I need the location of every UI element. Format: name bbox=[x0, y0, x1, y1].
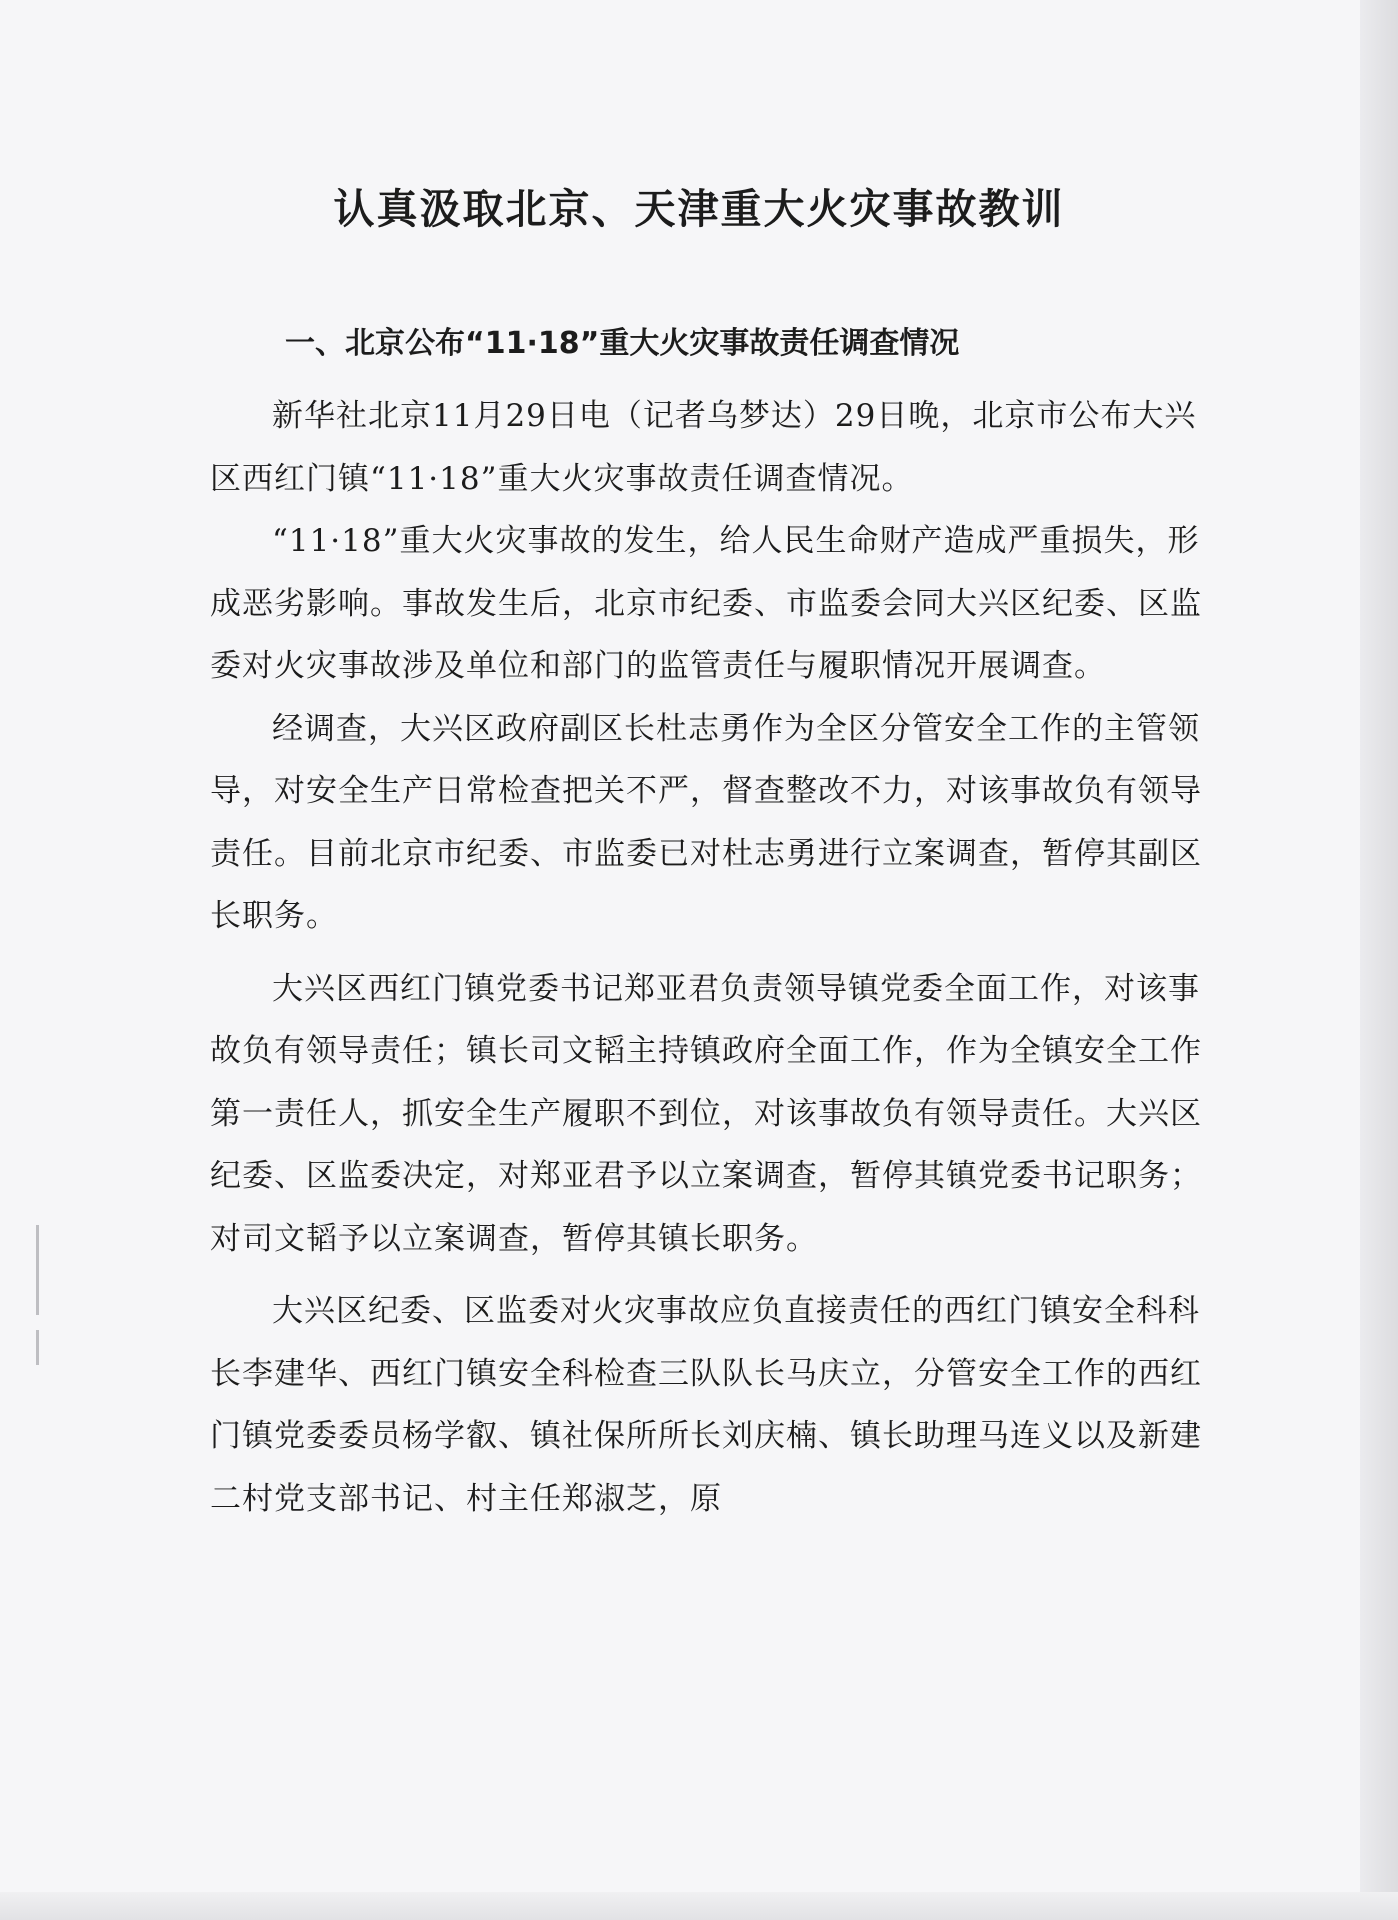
section-heading: 一、北京公布“11·18”重大火灾事故责任调查情况 bbox=[285, 326, 960, 361]
paragraph: 大兴区西红门镇党委书记郑亚君负责领导镇党委全面工作，对该事故负有领导责任；镇长司文韬主持镇政府全面工作，作为全镇安全工作第一责任人，抓安全生产履职不到位，对该事故负有领导责任。大兴区纪委、区监委决定，对郑亚君予以立案调查，暂停其镇党委书记职务；对司文韬予以立案调查，暂停其镇长职务。 bbox=[210, 970, 1202, 1257]
document-body bbox=[210, 385, 1210, 1530]
binding-mark bbox=[36, 1330, 39, 1365]
page-edge-shadow bbox=[1360, 0, 1398, 1920]
page-bottom-shadow bbox=[0, 1892, 1398, 1920]
paragraph: 大兴区纪委、区监委对火灾事故应负直接责任的西红门镇安全科科长李建华、西红门镇安全科检查三队队长马庆立，分管安全工作的西红门镇党委委员杨学叡、镇社保所所长刘庆楠、镇长助理马连义以及新建二村党支部书记、村主任郑淑芝，原 bbox=[210, 1293, 1202, 1517]
paragraph: 经调查，大兴区政府副区长杜志勇作为全区分管安全工作的主管领导，对安全生产日常检查把关不严，督查整改不力，对该事故负有领导责任。目前北京市纪委、市监委已对杜志勇进行立案调查，暂停其副区长职务。 bbox=[210, 710, 1202, 934]
binding-mark bbox=[36, 1225, 39, 1315]
paragraph: 新华社北京11月29日电（记者乌梦达）29日晚，北京市公布大兴区西红门镇“11·18”重大火灾事故责任调查情况。 bbox=[210, 398, 1197, 497]
paragraph: “11·18”重大火灾事故的发生，给人民生命财产造成严重损失，形成恶劣影响。事故发生后，北京市纪委、市监委会同大兴区纪委、区监委对火灾事故涉及单位和部门的监管责任与履职情况开展调查。 bbox=[210, 523, 1202, 684]
document-title: 认真汲取北京、天津重大火灾事故教训 bbox=[333, 185, 1065, 233]
